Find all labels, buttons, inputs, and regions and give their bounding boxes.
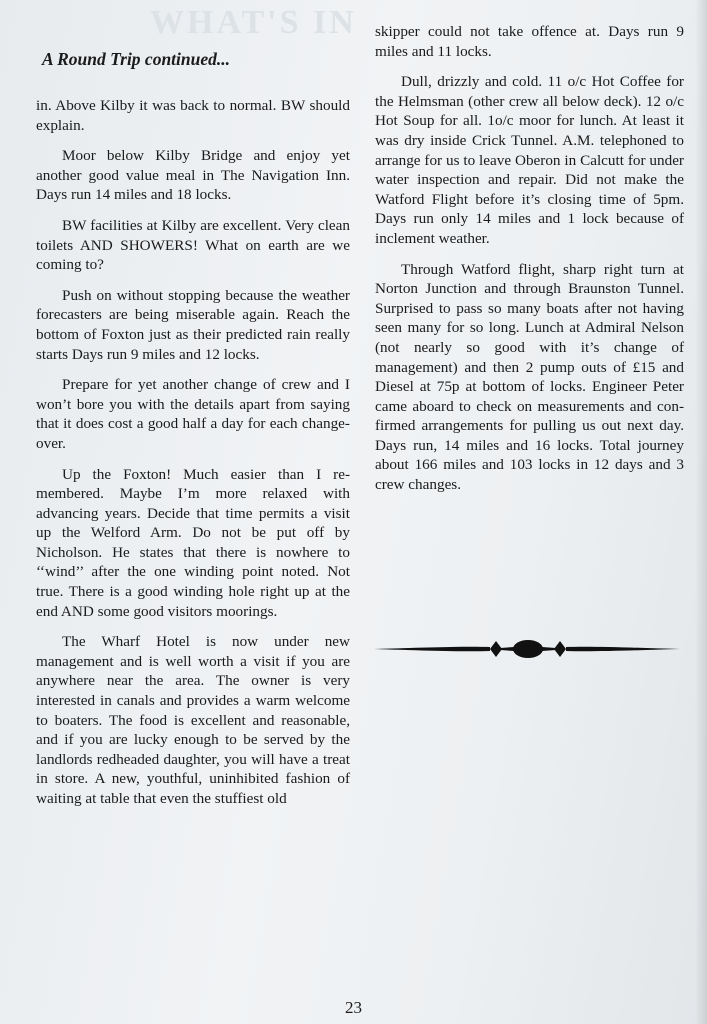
page-number: 23: [345, 998, 362, 1017]
paragraph: BW facilities at Kilby are excellent. Very clean toilets AND SHOWERS! What on earth are we coming to?: [36, 216, 350, 274]
paragraph: Push on without stopping because the weather forecasters are being miserable again. Reach the bottom of Foxton just as their predicted rain really starts Days run 9 miles and 12 locks.: [36, 286, 350, 363]
article-heading: A Round Trip continued...: [42, 49, 231, 69]
divider-link-left: [500, 647, 514, 651]
paragraph: Prepare for yet another change of crew and I won’t bore you with the details apart from saying that it does cost a good half a day for each change-over.: [36, 376, 350, 452]
divider-left-tail: [374, 647, 490, 652]
paragraph: skipper could not take offence at. Days run 9 miles and 11 locks.: [375, 23, 684, 60]
divider-link-right: [542, 647, 556, 651]
paragraph: Moor below Kilby Bridge and enjoy yet another good value meal in The Navigation Inn. Days run 14 miles and 18 locks.: [36, 147, 350, 204]
paragraph: The Wharf Hotel is now under new management and is well worth a visit if you are anywhere near the area. The owner is very interested in canals and provides a warm welcome to boaters. The food is excellent and reasonable, and if you are lucky enough to be served by the landlords redheaded daughter, you will have a treat in store. A new, youthful, uninhibited fashion of waiting at table that even the stuffiest old: [36, 633, 350, 807]
paragraph: Through Watford flight, sharp right turn at Norton Junction and through Braunston Tunnel. Surprised to pass so many boats after not having seen many for so long. Lunch at Admiral Nelson (not nearly so good with it’s change of management) and then 2 pump outs of £15 and Diesel at 75p at bottom of locks. Engineer Peter came aboard to check on measurements and confirmed arrangements for pulling us out next day. Days run, 14 miles and 16 locks. Total journey about 166 miles and 103 locks in 12 days and 3 crew changes.: [375, 260, 684, 494]
paragraph: Dull, drizzly and cold. 11 o/c Hot Coffee for the Helmsman (other crew all below deck). 12 o/c Hot Soup for all. 1o/c moor for lunch. At least it was dry inside Crick Tunnel. A.M. telephoned to arrange for us to leave Oberon in Calcutt for under water inspection and repair. Did not make the Watford Flight before it’s closing time of 5pm. Days run only 14 miles and 1 lock because of inclement weather.: [375, 73, 684, 247]
gutter-shadow: [695, 0, 707, 1024]
show-through-title: WHAT'S IN: [150, 4, 357, 41]
paragraph: in. Above Kilby it was back to normal. BW should explain.: [36, 97, 350, 134]
ornamental-divider: [372, 634, 682, 664]
divider-right-diamond: [554, 641, 566, 657]
divider-center-oval: [513, 640, 543, 658]
divider-right-tail: [566, 647, 680, 652]
right-column: [375, 22, 684, 506]
left-column: [36, 48, 350, 820]
paragraph: Up the Foxton! Much easier than I remembered. Maybe I’m more relaxed with advancing years. Decide that time permits a visit up the Welford Arm. Do not be put off by Nicholson. He states that there is nowhere to ‘‘wind’’ after the one winding point noted. Not true. There is a good winding hole right up at the end AND some good visitors moorings.: [36, 465, 350, 620]
